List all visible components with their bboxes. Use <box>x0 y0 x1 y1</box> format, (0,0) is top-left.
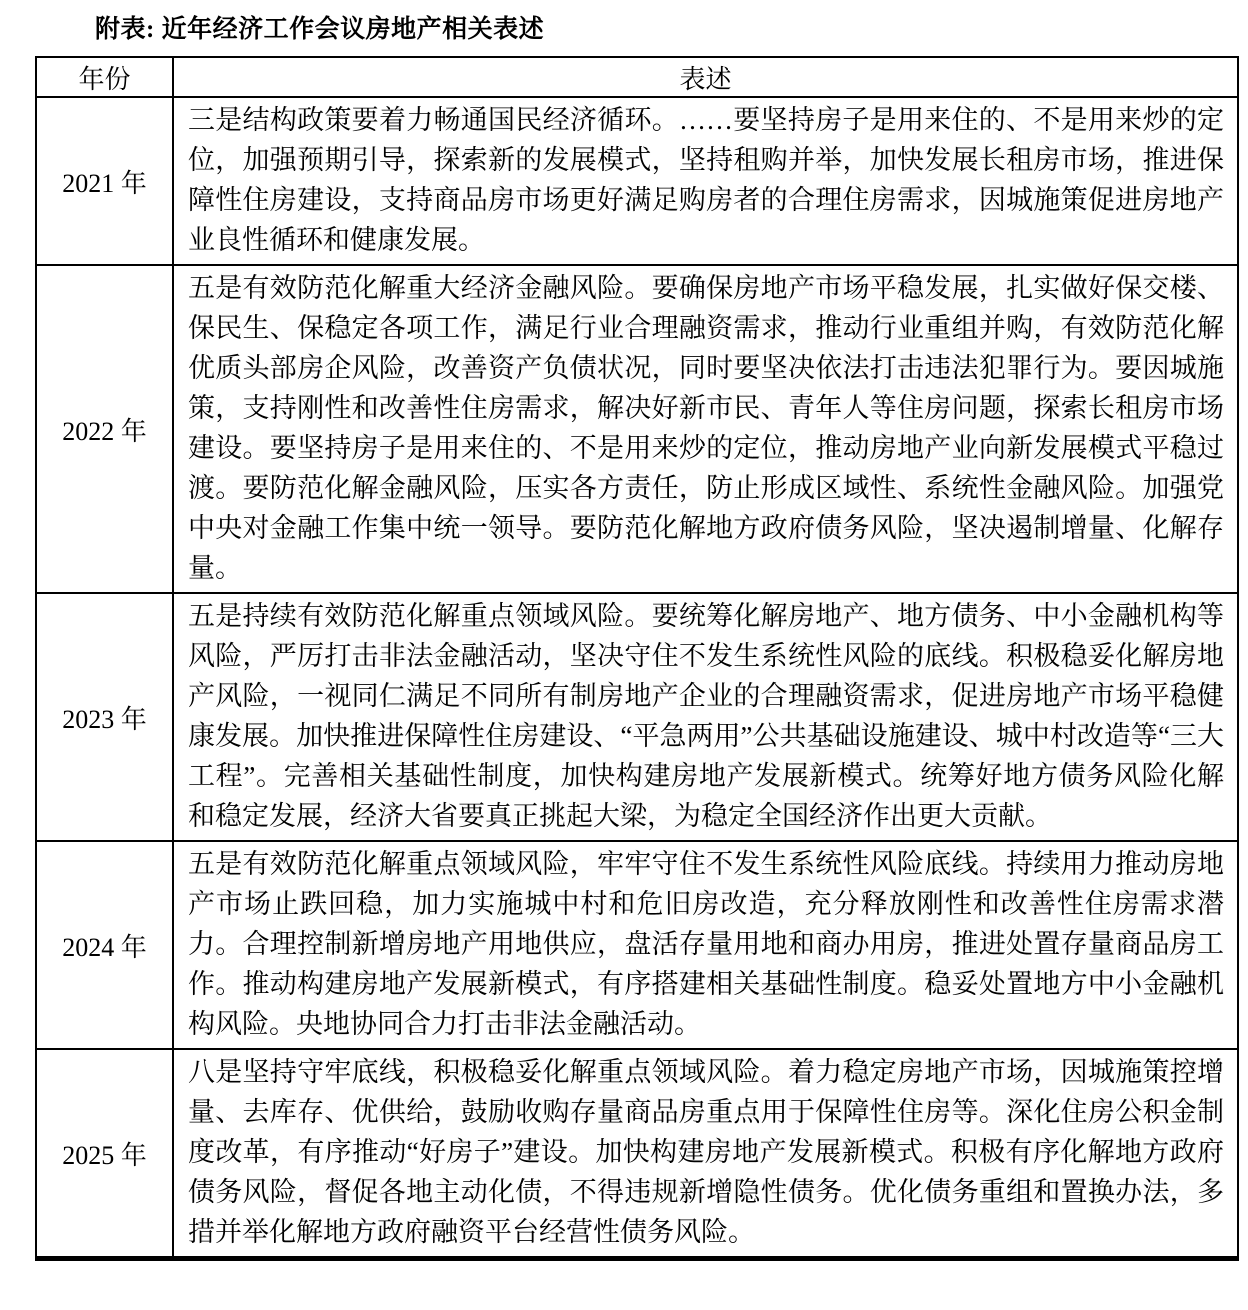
table-row-2022 <box>36 265 1238 593</box>
table-row-2024 <box>36 841 1238 1049</box>
statement-cell: 五是持续有效防范化解重点领域风险。要统筹化解房地产、地方债务、中小金融机构等风险，严厉打击非法金融活动，坚决守住不发生系统性风险的底线。积极稳妥化解房地产风险，一视同仁满足不同所有制房地产企业的合理融资需求，促进房地产市场平稳健康发展。加快推进保障性住房建设、“平急两用”公共基础设施建设、城中村改造等“三大工程”。完善相关基础性制度，加快构建房地产发展新模式。统筹好地方债务风险化解和稳定发展，经济大省要真正挑起大梁，为稳定全国经济作出更大贡献。 <box>173 593 1238 841</box>
year-column-header: 年份 <box>36 57 173 97</box>
statement-cell: 三是结构政策要着力畅通国民经济循环。……要坚持房子是用来住的、不是用来炒的定位，加强预期引导，探索新的发展模式，坚持租购并举，加快发展长租房市场，推进保障性住房建设，支持商品房市场更好满足购房者的合理住房需求，因城施策促进房地产业良性循环和健康发展。 <box>173 97 1238 265</box>
table-row-2021 <box>36 97 1238 265</box>
statement-column-header: 表述 <box>173 57 1238 97</box>
statements-table <box>35 56 1239 1261</box>
year-cell: 2025 年 <box>36 1049 173 1259</box>
table-caption: 附表: 近年经济工作会议房地产相关表述 <box>95 16 545 43</box>
table-row-2025 <box>36 1049 1238 1259</box>
statement-cell: 八是坚持守牢底线，积极稳妥化解重点领域风险。着力稳定房地产市场，因城施策控增量、去库存、优供给，鼓励收购存量商品房重点用于保障性住房等。深化住房公积金制度改革，有序推动“好房子”建设。加快构建房地产发展新模式。积极有序化解地方政府债务风险，督促各地主动化债，不得违规新增隐性债务。优化债务重组和置换办法，多措并举化解地方政府融资平台经营性债务风险。 <box>173 1049 1238 1259</box>
year-cell: 2024 年 <box>36 841 173 1049</box>
year-cell: 2021 年 <box>36 97 173 265</box>
year-cell: 2022 年 <box>36 265 173 593</box>
year-cell: 2023 年 <box>36 593 173 841</box>
header-row <box>36 57 1238 97</box>
statement-cell: 五是有效防范化解重大经济金融风险。要确保房地产市场平稳发展，扎实做好保交楼、保民生、保稳定各项工作，满足行业合理融资需求，推动行业重组并购，有效防范化解优质头部房企风险，改善资产负债状况，同时要坚决依法打击违法犯罪行为。要因城施策，支持刚性和改善性住房需求，解决好新市民、青年人等住房问题，探索长租房市场建设。要坚持房子是用来住的、不是用来炒的定位，推动房地产业向新发展模式平稳过渡。要防范化解金融风险，压实各方责任，防止形成区域性、系统性金融风险。加强党中央对金融工作集中统一领导。要防范化解地方政府债务风险，坚决遏制增量、化解存量。 <box>173 265 1238 593</box>
table-row-2023 <box>36 593 1238 841</box>
statement-cell: 五是有效防范化解重点领域风险，牢牢守住不发生系统性风险底线。持续用力推动房地产市场止跌回稳，加力实施城中村和危旧房改造，充分释放刚性和改善性住房需求潜力。合理控制新增房地产用地供应，盘活存量用地和商办用房，推进处置存量商品房工作。推动构建房地产发展新模式，有序搭建相关基础性制度。稳妥处置地方中小金融机构风险。央地协同合力打击非法金融活动。 <box>173 841 1238 1049</box>
